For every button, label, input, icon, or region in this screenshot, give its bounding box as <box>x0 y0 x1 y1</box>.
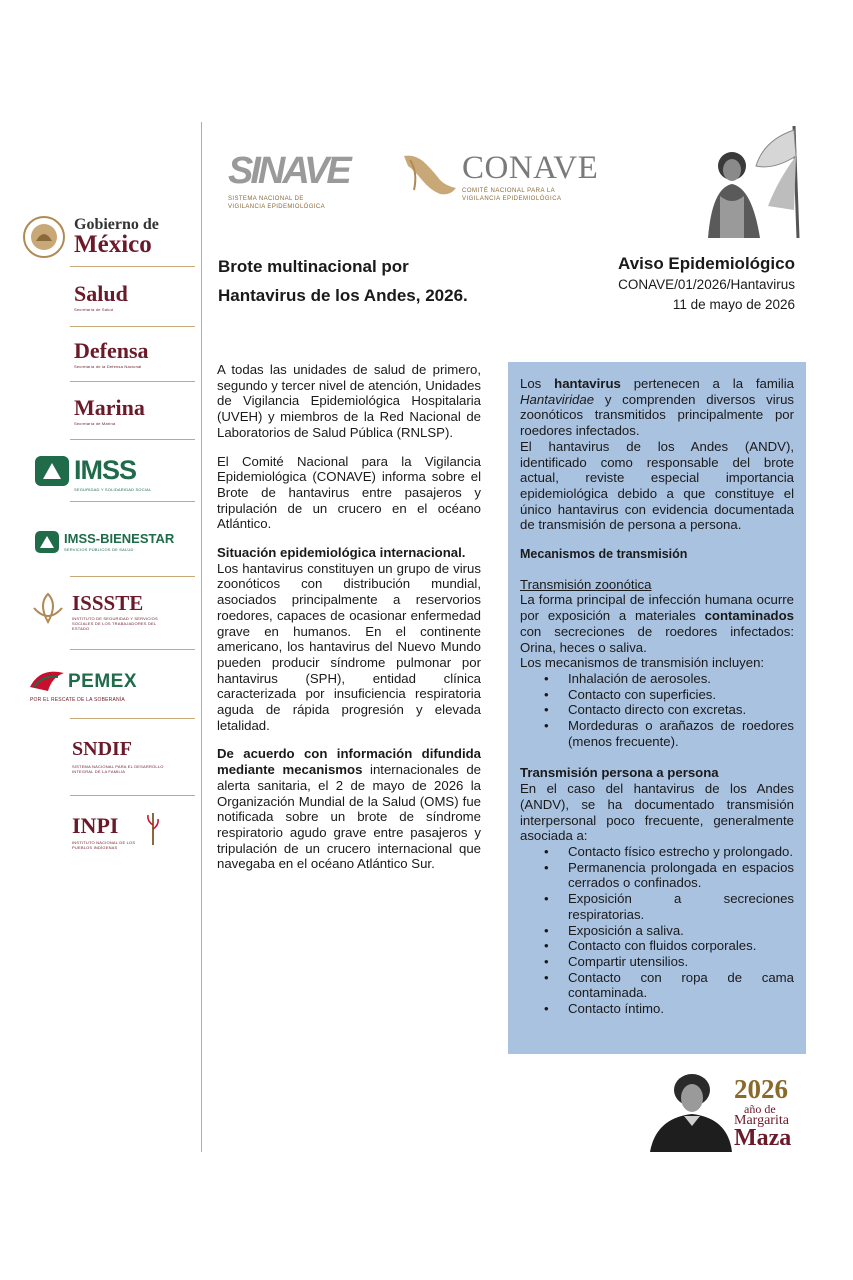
oms-rest: internacionales de alerta sanitaria, el 2 de mayo de 2026 la Organización Mundial de la Salud (OMS) fue notificada sobre un brote de síndrome respiratorio agudo grave entre pasajeros y tripulación de un crucero internacional que navegaba en el océano Atlántico Sur. <box>217 762 481 872</box>
badge-line3: Maza <box>734 1125 792 1151</box>
list-item: • Compartir utensilios. <box>544 954 794 970</box>
list-item: • Contacto con fluidos corporales. <box>544 938 794 954</box>
mexico-map-icon <box>400 150 460 206</box>
inpi-label: INPI <box>72 813 119 838</box>
imss-bienestar-icon <box>34 530 60 554</box>
aviso-date: 11 de mayo de 2026 <box>672 297 795 312</box>
imss-bienestar-sub: SERVICIOS PÚBLICOS DE SALUD <box>64 547 134 552</box>
separator <box>70 649 195 650</box>
infection-paragraph <box>520 592 794 655</box>
pemex-label: PEMEX <box>68 671 138 692</box>
title-line1: Brote multinacional por <box>218 257 409 276</box>
defensa-label: Defensa <box>74 338 149 363</box>
imss-label: IMSS <box>74 455 137 485</box>
aviso-code: CONAVE/01/2026/Hantavirus <box>618 277 795 292</box>
corn-plant-icon <box>146 811 160 845</box>
situacion-heading: Situación epidemiológica internacional. <box>217 545 466 561</box>
persona-list <box>520 844 794 1017</box>
salud-label: Salud <box>74 281 128 306</box>
gobierno-line1: Gobierno de <box>74 216 159 233</box>
separator <box>70 718 195 719</box>
list-item: • Contacto con superficies. <box>544 687 794 703</box>
separator <box>70 326 195 327</box>
conave-paragraph: El Comité Nacional para la Vigilancia Epidemiológica (CONAVE) informa sobre el Brote de hantavirus entre pasajeros y tripulación de un crucero en el océano Atlántico. <box>217 453 481 532</box>
family-text-b: hantavirus <box>554 376 621 391</box>
badge-line1: año de <box>744 1102 776 1116</box>
andv-paragraph: El hantavirus de los Andes (ANDV), identificado como responsable del brote actual, reviste especial importancia epidemiológica debido a que constituye el único hantavirus con evidencia documentada de transmisión de persona a persona. <box>520 438 794 533</box>
zoonotic-list <box>520 671 794 750</box>
pemex-sub: POR EL RESCATE DE LA SOBERANÍA <box>30 697 125 703</box>
issste-sub: INSTITUTO DE SEGURIDAD Y SERVICIOS SOCIALES DE LOS TRABAJADORES DEL ESTADO <box>72 616 158 631</box>
badge-year: 2026 <box>734 1074 788 1104</box>
zoonotica-subheading: Transmisión zoonótica <box>520 576 652 592</box>
left-column <box>217 362 481 872</box>
aviso-title: Aviso Epidemiológico <box>618 254 795 273</box>
conave-sub1: COMITÉ NACIONAL PARA LA <box>462 188 556 194</box>
title-line2: Hantavirus de los Andes, 2026. <box>218 286 468 305</box>
imss-sub: SEGURIDAD Y SOLIDARIDAD SOCIAL <box>74 487 152 492</box>
badge-line2: Margarita <box>734 1113 789 1128</box>
infection-text-c: con secreciones de roedores infectados: Orina, heces o saliva. <box>520 623 794 655</box>
list-item: • Permanencia prolongada en espacios cerrados o confinados. <box>544 860 794 891</box>
mechanisms-intro: Los mecanismos de transmisión incluyen: <box>520 655 765 671</box>
issste-label: ISSSTE <box>72 591 144 615</box>
sinave-logo <box>228 150 349 211</box>
list-item: • Exposición a secreciones respiratorias. <box>544 891 794 922</box>
marina-label: Marina <box>74 395 145 420</box>
conave-sub <box>462 187 562 203</box>
document-title <box>218 252 468 310</box>
sidebar-divider <box>201 122 202 1152</box>
imss-bienestar-label: IMSS-BIENESTAR <box>64 531 175 546</box>
inpi-sub: INSTITUTO NACIONAL DE LOS PUEBLOS INDÍGENAS <box>72 840 136 850</box>
separator <box>70 266 195 267</box>
sinave-sub1: SISTEMA NACIONAL DE <box>228 196 304 202</box>
separator <box>70 501 195 502</box>
list-item: • Mordeduras o arañazos de roedores (menos frecuente). <box>544 718 794 749</box>
persona-heading: Transmisión persona a persona <box>520 765 719 781</box>
infection-text-b: contaminados <box>704 608 794 624</box>
sndif-sub: SISTEMA NACIONAL PARA EL DESARROLLO INTEGRAL DE LA FAMILIA <box>72 764 164 774</box>
escudo-icon <box>22 213 66 263</box>
aviso-block <box>618 252 795 315</box>
separator <box>70 381 195 382</box>
portrait-illustration <box>646 1068 732 1152</box>
sinave-sub2: VIGILANCIA EPIDEMIOLÓGICA <box>228 204 326 210</box>
oms-paragraph <box>217 746 481 872</box>
gobierno-line2: México <box>74 231 152 258</box>
separator <box>70 795 195 796</box>
list-item: • Contacto con ropa de cama contaminada. <box>544 970 794 1001</box>
separator <box>70 439 195 440</box>
infection-text-a: La forma principal de infección humana ocurre por exposición a materiales <box>520 592 794 624</box>
persona-paragraph: En el caso del hantavirus de los Andes (ANDV), se ha documentado transmisión interpersonal poco frecuente, generalmente asociada a: <box>520 781 794 844</box>
sndif-label: SNDIF <box>72 738 133 760</box>
family-text-d: Hantaviridae <box>520 391 595 407</box>
issste-icon <box>28 590 68 626</box>
intro-paragraph: A todas las unidades de salud de primero, segundo y tercer nivel de atención, Unidades de Vigilancia Epidemiológica Hospitalaria (UVEH) y miembros de la Red Nacional de Laboratorios de Salud Pública (RNLSP). <box>217 362 481 440</box>
family-text-e: y comprenden diversos virus zoonóticos transmitidos principalmente por roedores infectados. <box>520 391 794 439</box>
list-item: • Inhalación de aerosoles. <box>544 671 794 687</box>
mecanismos-heading: Mecanismos de transmisión <box>520 547 688 562</box>
family-text-c: pertenecen a la familia <box>620 376 794 391</box>
separator <box>70 576 195 577</box>
flag-bearer-illustration <box>694 126 804 238</box>
list-item: • Contacto físico estrecho y prolongado. <box>544 844 794 860</box>
salud-sub: Secretaría de Salud <box>74 307 114 312</box>
info-box <box>508 362 806 1054</box>
oms-bold: De acuerdo con información difundida mediante mecanismos <box>217 746 481 778</box>
pemex-eagle-icon <box>28 665 66 695</box>
defensa-sub: Secretaría de la Defensa Nacional <box>74 364 142 369</box>
family-paragraph <box>520 376 794 439</box>
marina-sub: Secretaría de Marina <box>74 421 116 426</box>
list-item: • Contacto íntimo. <box>544 1001 794 1017</box>
margarita-maza-badge <box>646 1068 806 1152</box>
sinave-wordmark: SINAVE <box>228 150 349 192</box>
list-item: • Contacto directo con excretas. <box>544 702 794 718</box>
conave-wordmark: CONAVE <box>462 150 599 186</box>
imss-icon <box>34 455 70 487</box>
family-text-a: Los <box>520 376 555 391</box>
hantavirus-paragraph: Los hantavirus constituyen un grupo de virus zoonóticos con distribución mundial, asociados principalmente a reservorios roedores, capaces de ocasionar enfermedad grave en humanos. En el continente americano, los hantavirus del Nuevo Mundo pueden producir síndrome pulmonar por hantavirus (SPH), entidad clínica caracterizada por insuficiencia respiratoria aguda de rápida progresión y elevada letalidad. <box>217 560 481 733</box>
list-item: • Exposición a saliva. <box>544 923 794 939</box>
conave-sub2: VIGILANCIA EPIDEMIOLÓGICA <box>462 196 562 202</box>
